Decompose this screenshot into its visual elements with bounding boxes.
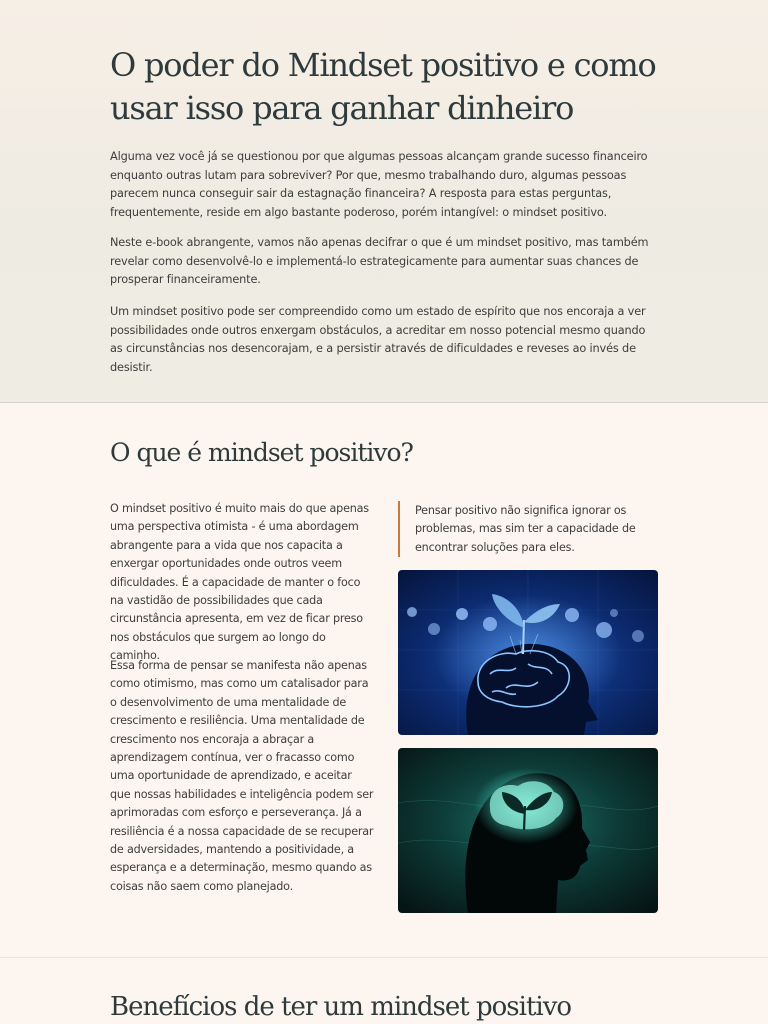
intro-paragraph-1: Alguma vez você já se questionou por que algumas pessoas alcançam grande sucesso financeiro enquanto outras lutam para sobreviver? Por que, mesmo trabalhando duro, algumas pessoas parecem nunca conseguir sair da estagnação financeira? A resposta para estas perguntas, frequentemente, reside em algo bastante poderoso, porém intangível: o mindset positivo.	[110, 150, 648, 219]
head-brain-leaves-illustration	[398, 748, 658, 913]
mindset-paragraph-1: O mindset positivo é muito mais do que apenas uma perspectiva otimista - é uma abordagem abrangente para a vida que nos capacita a enxergar oportunidades onde outros veem dificuldades. É a capacidade de manter o foco na vastidão de possibilidades que cada circunstância apresenta, em vez de ficar preso nos obstáculos que surgem ao longo do caminho.	[110, 502, 369, 663]
hero-section	[0, 0, 768, 403]
pull-quote	[398, 501, 648, 557]
brain-sprout-illustration	[398, 570, 658, 735]
section-heading-mindset: O que é mindset positivo?	[110, 438, 413, 467]
page-title: O poder do Mindset positivo e como usar isso para ganhar dinheiro	[110, 46, 656, 127]
intro-paragraph-2: Neste e-book abrangente, vamos não apenas decifrar o que é um mindset positivo, mas também revelar como desenvolvê-lo e implementá-lo estrategicamente para aumentar suas chances de prosperar financeiramente.	[110, 236, 649, 286]
mindset-paragraph-2: Essa forma de pensar se manifesta não apenas como otimismo, mas como um catalisador para o desenvolvimento de uma mentalidade de crescimento e resiliência. Uma mentalidade de crescimento nos encoraja a abraçar a aprendizagem contínua, ver o fracasso como uma oportunidade de aprendizado, e aceitar que nossas habilidades e inteligência podem ser aprimoradas com esforço e perseverança. Já a resiliência é a nossa capacidade de se recuperar de adversidades, mantendo a positividade, a esperança e a determinação, mesmo quando as coisas não saem como planejado.	[110, 659, 374, 893]
section-heading-beneficios: Benefícios de ter um mindset positivo	[110, 992, 572, 1022]
intro-paragraph-3: Um mindset positivo pode ser compreendido como um estado de espírito que nos encoraja a ver possibilidades onde outros enxergam obstáculos, a acreditar em nosso potencial mesmo quando as circunstâncias nos desencorajam, e a persistir através de dificuldades e reveses ao invés de desistir.	[110, 305, 646, 374]
pull-quote-text: Pensar positivo não significa ignorar os problemas, mas sim ter a capacidade de encontrar soluções para eles.	[415, 504, 636, 554]
